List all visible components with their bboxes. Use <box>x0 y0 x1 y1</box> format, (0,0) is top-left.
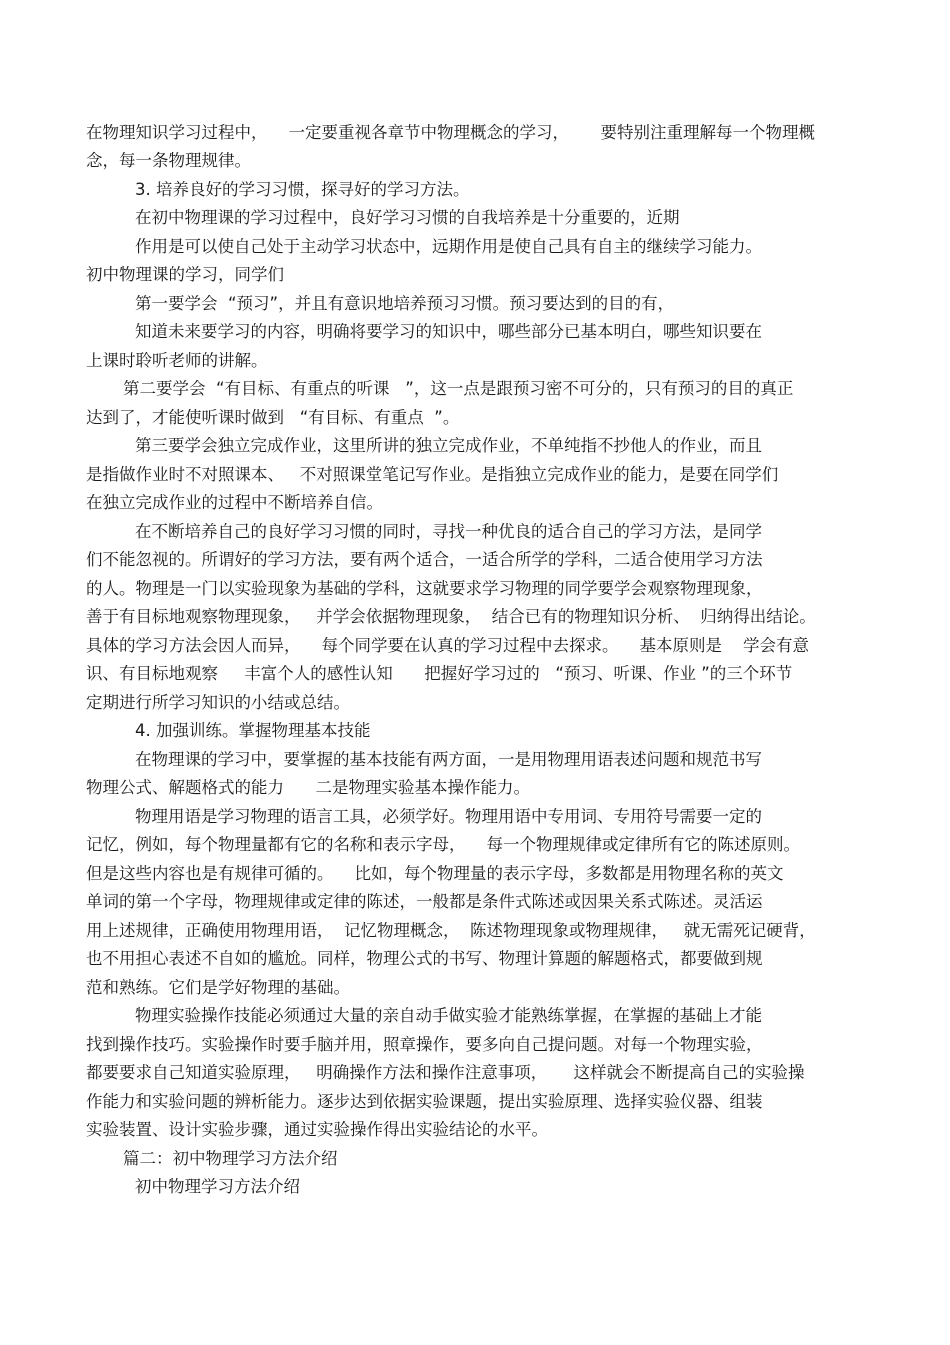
text-line: 实验装置、设计实验步骤，通过实验操作得出实验结论的水平。 <box>86 1120 548 1139</box>
text-line: 上课时聆听老师的讲解。 <box>86 351 268 370</box>
text-line: 都要要求自己知道实验原理， 明确操作方法和操作注意事项， 这样就会不断提高自己的实验操 <box>86 1063 805 1082</box>
text-line: 定期进行所学习知识的小结或总结。 <box>86 693 350 712</box>
text-line: 物理公式、解题格式的能力 二是物理实验基本操作能力。 <box>86 778 530 797</box>
text-line: 物理实验操作技能必须通过大量的亲自动手做实验才能熟练掌握，在掌握的基础上才能 <box>135 1006 762 1025</box>
text-line: 物理用语是学习物理的语言工具，必须学好。物理用语中专用词、专用符号需要一定的 <box>135 807 762 826</box>
section-title: 初中物理学习方法介绍 <box>135 1177 300 1196</box>
text-line: 知道未来要学习的内容，明确将要学习的知识中，哪些部分已基本明白，哪些知识要在 <box>135 322 762 341</box>
text-line: 第三要学会独立完成作业，这里所讲的独立完成作业，不单纯指不抄他人的作业，而且 <box>135 436 762 455</box>
section-heading: 3. 培养良好的学习习惯，探寻好的学习方法。 <box>135 180 470 199</box>
text-line: 作能力和实验问题的辨析能力。逐步达到依据实验课题，提出实验原理、选择实验仪器、组装 <box>86 1092 763 1111</box>
section-heading: 4. 加强训练。掌握物理基本技能 <box>135 721 371 740</box>
text-line: 第二要学会 “有目标、有重点的听课 ”，这一点是跟预习密不可分的，只有预习的目的真正 <box>123 379 794 398</box>
text-line: 初中物理课的学习，同学们 <box>86 265 284 284</box>
text-line: 们不能忽视的。所谓好的学习方法，要有两个适合，一适合所学的学科，二适合使用学习方法 <box>86 550 763 569</box>
text-line: 念，每一条物理规律。 <box>86 151 251 170</box>
text-line: 在独立完成作业的过程中不断培养自信。 <box>86 493 383 512</box>
section-heading: 篇二：初中物理学习方法介绍 <box>123 1149 338 1168</box>
text-line: 但是这些内容也是有规律可循的。 比如，每个物理量的表示字母，多数都是用物理名称的英文 <box>86 864 784 883</box>
text-line: 单词的第一个字母，物理规律或定律的陈述，一般都是条件式陈述或因果关系式陈述。灵活运 <box>86 892 763 911</box>
text-line: 记忆，例如，每个物理量都有它的名称和表示字母， 每一个物理规律或定律所有它的陈述原则。 <box>86 835 800 854</box>
text-line: 在物理知识学习过程中， 一定要重视各章节中物理概念的学习， 要特别注重理解每一个物理概 <box>86 123 815 142</box>
text-line: 识、有目标地观察 丰富个人的感性认知 把握好学习过的 “预习、听课、作业 ”的三个环节 <box>86 664 793 683</box>
text-line: 善于有目标地观察物理现象， 并学会依据物理现象， 结合已有的物理知识分析、 归纳得出结论。 <box>86 607 816 626</box>
text-line: 是指做作业时不对照课本、 不对照课堂笔记写作业。是指独立完成作业的能力，是要在同学们 <box>86 465 779 484</box>
text-line: 找到操作技巧。实验操作时要手脑并用，照章操作，要多向自己提问题。对每一个物理实验， <box>86 1035 763 1054</box>
text-line: 也不用担心表述不自如的尴尬。同样，物理公式的书写、物理计算题的解题格式，都要做到规 <box>86 949 763 968</box>
text-line: 范和熟练。它们是学好物理的基础。 <box>86 978 350 997</box>
text-line: 第一要学会 “预习”，并且有意识地培养预习习惯。预习要达到的目的有， <box>135 294 675 313</box>
text-line: 在不断培养自己的良好学习习惯的同时，寻找一种优良的适合自己的学习方法，是同学 <box>135 522 762 541</box>
text-line: 在初中物理课的学习过程中，良好学习习惯的自我培养是十分重要的，近期 <box>135 208 680 227</box>
text-line: 达到了，才能使听课时做到 “有目标、有重点 ”。 <box>86 408 460 427</box>
text-line: 具体的学习方法会因人而异， 每个同学要在认真的学习过程中去探求。 基本原则是 学会有意 <box>86 636 809 655</box>
text-line: 作用是可以使自己处于主动学习状态中，远期作用是使自己具有自主的继续学习能力。 <box>135 237 762 256</box>
text-line: 在物理课的学习中，要掌握的基本技能有两方面，一是用物理用语表述问题和规范书写 <box>135 750 762 769</box>
text-line: 的人。物理是一门以实验现象为基础的学科，这就要求学习物理的同学要学会观察物理现象， <box>86 579 763 598</box>
text-line: 用上述规律，正确使用物理用语， 记忆物理概念， 陈述物理现象或物理规律， 就无需死记硬背， <box>86 921 816 940</box>
